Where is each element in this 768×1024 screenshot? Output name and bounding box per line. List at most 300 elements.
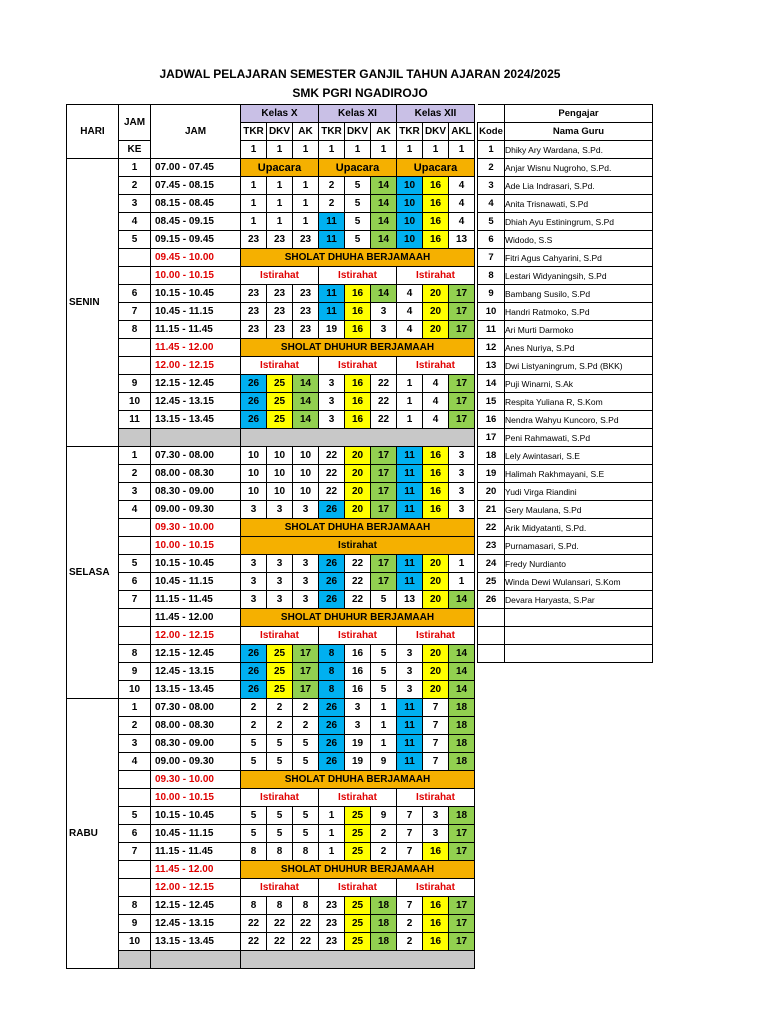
page-subtitle: SMK PGRI NGADIROJO	[292, 86, 428, 100]
schedule-cell: 3	[267, 501, 293, 519]
day-label: SELASA	[67, 447, 119, 699]
schedule-cell: 11	[397, 753, 423, 771]
header-jurusan: AK	[371, 123, 397, 141]
schedule-cell: 25	[267, 681, 293, 699]
teacher-row	[478, 267, 653, 285]
schedule-cell: 16	[423, 195, 449, 213]
schedule-cell: 5	[293, 753, 319, 771]
schedule-cell: 3	[449, 447, 475, 465]
teacher-name: Anjar Wisnu Nugroho, S.Pd.	[505, 159, 653, 177]
period-time: 13.15 - 13.45	[151, 933, 241, 951]
schedule-cell: Upacara	[319, 159, 397, 177]
schedule-cell: 1	[267, 195, 293, 213]
period-time: 12.45 - 13.15	[151, 915, 241, 933]
teacher-name: Fredy Nurdianto	[505, 555, 653, 573]
teacher-name: Halimah Rakhmayani, S.E	[505, 465, 653, 483]
teacher-code: 11	[478, 321, 505, 339]
schedule-cell: 18	[449, 753, 475, 771]
header-jurusan: DKV	[267, 123, 293, 141]
schedule-row	[67, 501, 475, 519]
teacher-name	[505, 609, 653, 627]
schedule-cell: 5	[371, 591, 397, 609]
schedule-cell: 7	[397, 807, 423, 825]
teacher-name: Arik Midyatanti, S.Pd.	[505, 519, 653, 537]
period-number: 2	[119, 717, 151, 735]
teacher-name: Winda Dewi Wulansari, S.Kom	[505, 573, 653, 591]
break-label: Istirahat	[241, 627, 319, 645]
schedule-cell: 5	[345, 195, 371, 213]
period-time: 12.15 - 12.45	[151, 645, 241, 663]
schedule-cell: 7	[397, 843, 423, 861]
period-number: 5	[119, 231, 151, 249]
schedule-cell: 23	[267, 303, 293, 321]
period-time: 08.30 - 09.00	[151, 735, 241, 753]
teacher-code: 2	[478, 159, 505, 177]
period-time: 10.00 - 10.15	[151, 267, 241, 285]
schedule-cell: 11	[397, 717, 423, 735]
schedule-cell: 5	[241, 825, 267, 843]
schedule-cell: 22	[371, 411, 397, 429]
teacher-row-empty	[478, 627, 653, 645]
schedule-row	[67, 843, 475, 861]
period-number: 4	[119, 753, 151, 771]
schedule-row	[67, 177, 475, 195]
schedule-cell: 25	[345, 825, 371, 843]
teacher-row	[478, 519, 653, 537]
header-jurusan: TKR	[397, 123, 423, 141]
schedule-cell: 16	[345, 321, 371, 339]
schedule-cell: 26	[241, 645, 267, 663]
period-time: 09.30 - 10.00	[151, 519, 241, 537]
teacher-name: Dhiky Ary Wardana, S.Pd.	[505, 141, 653, 159]
schedule-row	[67, 645, 475, 663]
teacher-name: Peni Rahmawati, S.Pd	[505, 429, 653, 447]
schedule-cell: 1	[241, 213, 267, 231]
teacher-row	[478, 429, 653, 447]
teacher-row	[478, 591, 653, 609]
header-hari: HARI	[67, 105, 119, 159]
teacher-name: Devara Haryasta, S.Par	[505, 591, 653, 609]
period-number: 8	[119, 645, 151, 663]
period-number	[119, 627, 151, 645]
schedule-cell: 11	[397, 735, 423, 753]
schedule-cell: 25	[345, 897, 371, 915]
schedule-cell: 3	[319, 375, 345, 393]
schedule-row	[67, 609, 475, 627]
teacher-row	[478, 177, 653, 195]
empty-cell	[119, 951, 151, 969]
schedule-cell: 1	[449, 573, 475, 591]
schedule-cell: 23	[319, 915, 345, 933]
teacher-row-empty	[478, 645, 653, 663]
schedule-cell: 9	[371, 807, 397, 825]
schedule-cell: 25	[345, 933, 371, 951]
schedule-cell: 3	[371, 303, 397, 321]
schedule-cell: 17	[449, 897, 475, 915]
period-time: 10.15 - 10.45	[151, 285, 241, 303]
period-time: 08.45 - 09.15	[151, 213, 241, 231]
header-jurusan: AKL	[449, 123, 475, 141]
schedule-cell: 26	[241, 375, 267, 393]
teacher-name	[505, 627, 653, 645]
period-number: 4	[119, 213, 151, 231]
schedule-cell: 23	[241, 321, 267, 339]
teacher-row	[478, 375, 653, 393]
teacher-code: 15	[478, 393, 505, 411]
schedule-cell: 11	[319, 231, 345, 249]
schedule-cell: 11	[319, 213, 345, 231]
schedule-cell: 25	[267, 411, 293, 429]
schedule-cell: 1	[267, 177, 293, 195]
header-rombel: 1	[293, 141, 319, 159]
schedule-cell: 8	[319, 645, 345, 663]
schedule-cell: 10	[397, 213, 423, 231]
period-number: 6	[119, 573, 151, 591]
schedule-cell: 5	[345, 231, 371, 249]
schedule-row	[67, 249, 475, 267]
period-time: 12.45 - 13.15	[151, 663, 241, 681]
break-label: Istirahat	[319, 357, 397, 375]
header-rombel: 1	[397, 141, 423, 159]
schedule-cell: 4	[397, 285, 423, 303]
period-time: 11.15 - 11.45	[151, 843, 241, 861]
schedule-cell: 16	[345, 285, 371, 303]
period-number: 7	[119, 303, 151, 321]
teacher-code: 4	[478, 195, 505, 213]
schedule-cell: 17	[371, 555, 397, 573]
header-kelas-x: Kelas X	[241, 105, 319, 123]
period-number: 11	[119, 411, 151, 429]
teacher-name: Yudi Virga Riandini	[505, 483, 653, 501]
schedule-cell: 3	[293, 501, 319, 519]
schedule-cell: 14	[449, 681, 475, 699]
schedule-cell: 16	[345, 681, 371, 699]
schedule-row	[67, 573, 475, 591]
schedule-cell: 22	[371, 393, 397, 411]
teacher-row	[478, 393, 653, 411]
schedule-cell: 3	[397, 645, 423, 663]
header-jurusan: DKV	[423, 123, 449, 141]
schedule-cell: 5	[371, 663, 397, 681]
schedule-cell: 18	[449, 699, 475, 717]
schedule-cell: 23	[293, 285, 319, 303]
break-banner: SHOLAT DHUHUR BERJAMAAH	[241, 609, 475, 627]
break-banner: SHOLAT DHUHA BERJAMAAH	[241, 771, 475, 789]
teacher-name	[505, 645, 653, 663]
schedule-cell: 18	[371, 915, 397, 933]
schedule-row	[67, 717, 475, 735]
schedule-cell: 1	[319, 825, 345, 843]
teacher-code: 16	[478, 411, 505, 429]
schedule-cell: 16	[345, 393, 371, 411]
schedule-cell: 1	[241, 195, 267, 213]
schedule-row	[67, 807, 475, 825]
schedule-cell: 11	[397, 447, 423, 465]
schedule-cell: 2	[293, 699, 319, 717]
schedule-cell: 17	[371, 447, 397, 465]
schedule-cell: 22	[267, 933, 293, 951]
schedule-row	[67, 519, 475, 537]
schedule-cell: 5	[371, 645, 397, 663]
period-time: 13.15 - 13.45	[151, 411, 241, 429]
period-number: 3	[119, 483, 151, 501]
schedule-cell: 14	[371, 213, 397, 231]
schedule-cell: 8	[267, 843, 293, 861]
teacher-name: Gery Maulana, S.Pd	[505, 501, 653, 519]
break-banner: SHOLAT DHUHA BERJAMAAH	[241, 249, 475, 267]
period-number	[119, 339, 151, 357]
teacher-row-empty	[478, 609, 653, 627]
schedule-cell: 7	[397, 897, 423, 915]
schedule-cell: 2	[319, 195, 345, 213]
teacher-name: Anita Trisnawati, S.Pd	[505, 195, 653, 213]
schedule-cell: 17	[449, 933, 475, 951]
schedule-row	[67, 933, 475, 951]
schedule-cell: 18	[449, 735, 475, 753]
header-rombel: 1	[449, 141, 475, 159]
teacher-row	[478, 213, 653, 231]
schedule-cell: 18	[449, 717, 475, 735]
schedule-cell: 7	[423, 699, 449, 717]
schedule-cell: 16	[423, 231, 449, 249]
schedule-cell: 20	[423, 573, 449, 591]
teacher-name: Ari Murti Darmoko	[505, 321, 653, 339]
break-label: Istirahat	[397, 357, 475, 375]
teacher-name: Ade Lia Indrasari, S.Pd.	[505, 177, 653, 195]
schedule-cell: 3	[423, 807, 449, 825]
schedule-cell: 4	[449, 195, 475, 213]
period-time: 11.45 - 12.00	[151, 861, 241, 879]
schedule-cell: 3	[423, 825, 449, 843]
break-label: Istirahat	[241, 789, 319, 807]
schedule-cell: 5	[267, 753, 293, 771]
schedule-cell: 11	[319, 303, 345, 321]
period-time: 12.00 - 12.15	[151, 357, 241, 375]
schedule-cell: 11	[397, 699, 423, 717]
period-number: 1	[119, 699, 151, 717]
schedule-cell: 22	[345, 573, 371, 591]
schedule-cell: 1	[397, 375, 423, 393]
schedule-cell: 22	[267, 915, 293, 933]
period-number	[119, 267, 151, 285]
header-rombel: 1	[345, 141, 371, 159]
period-time: 10.45 - 11.15	[151, 573, 241, 591]
schedule-cell: 2	[293, 717, 319, 735]
schedule-cell: 20	[423, 663, 449, 681]
schedule-cell: 26	[319, 699, 345, 717]
teacher-row	[478, 339, 653, 357]
teacher-row	[478, 537, 653, 555]
schedule-cell: 3	[267, 591, 293, 609]
schedule-cell: 3	[241, 573, 267, 591]
schedule-cell: 3	[449, 483, 475, 501]
teacher-row	[478, 195, 653, 213]
schedule-row	[67, 483, 475, 501]
schedule-cell: 5	[371, 681, 397, 699]
schedule-cell: 17	[449, 915, 475, 933]
schedule-cell: 9	[371, 753, 397, 771]
schedule-row	[67, 159, 475, 177]
period-time: 12.15 - 12.45	[151, 375, 241, 393]
teacher-name: Fitri Agus Cahyarini, S.Pd	[505, 249, 653, 267]
period-number: 6	[119, 285, 151, 303]
schedule-cell: 22	[319, 465, 345, 483]
schedule-cell: 26	[241, 681, 267, 699]
kode-header: Kode	[478, 123, 505, 141]
schedule-cell: 2	[319, 177, 345, 195]
schedule-cell: 2	[241, 717, 267, 735]
empty-cell	[151, 951, 241, 969]
header-rombel: 1	[319, 141, 345, 159]
period-number: 10	[119, 933, 151, 951]
teacher-code: 6	[478, 231, 505, 249]
period-time: 12.00 - 12.15	[151, 627, 241, 645]
period-number: 10	[119, 681, 151, 699]
schedule-cell: 10	[267, 447, 293, 465]
schedule-cell: 26	[319, 555, 345, 573]
period-number	[119, 771, 151, 789]
period-time: 10.00 - 10.15	[151, 789, 241, 807]
schedule-row	[67, 681, 475, 699]
period-time: 11.15 - 11.45	[151, 591, 241, 609]
period-number	[119, 537, 151, 555]
schedule-cell: 2	[397, 933, 423, 951]
schedule-cell: 5	[345, 213, 371, 231]
period-time: 07.30 - 08.00	[151, 447, 241, 465]
schedule-cell: 3	[241, 555, 267, 573]
period-time: 07.30 - 08.00	[151, 699, 241, 717]
period-number: 1	[119, 447, 151, 465]
period-time: 10.15 - 10.45	[151, 555, 241, 573]
schedule-row	[67, 447, 475, 465]
schedule-cell: 19	[345, 735, 371, 753]
schedule-cell: 23	[319, 897, 345, 915]
empty-cell	[241, 951, 475, 969]
schedule-cell: 16	[345, 303, 371, 321]
break-label: Istirahat	[241, 879, 319, 897]
break-label: Istirahat	[397, 267, 475, 285]
schedule-cell: 20	[423, 645, 449, 663]
break-label: Istirahat	[397, 627, 475, 645]
period-time: 09.45 - 10.00	[151, 249, 241, 267]
schedule-cell: 3	[345, 717, 371, 735]
schedule-cell: 2	[241, 699, 267, 717]
header-jurusan: TKR	[241, 123, 267, 141]
schedule-cell: 11	[397, 465, 423, 483]
schedule-cell: 3	[449, 501, 475, 519]
period-time: 09.00 - 09.30	[151, 501, 241, 519]
period-time: 08.15 - 08.45	[151, 195, 241, 213]
schedule-cell: 23	[241, 231, 267, 249]
schedule-row	[67, 735, 475, 753]
teacher-row	[478, 573, 653, 591]
schedule-cell: 23	[293, 321, 319, 339]
schedule-cell: 16	[423, 843, 449, 861]
schedule-cell: 20	[423, 681, 449, 699]
schedule-cell: 16	[423, 897, 449, 915]
schedule-cell: 4	[449, 213, 475, 231]
header-ke: KE	[119, 141, 151, 159]
schedule-cell: 17	[449, 825, 475, 843]
schedule-row	[67, 213, 475, 231]
schedule-row	[67, 825, 475, 843]
schedule-cell: 23	[319, 933, 345, 951]
schedule-cell: 3	[319, 411, 345, 429]
schedule-cell: 3	[397, 681, 423, 699]
teacher-row	[478, 159, 653, 177]
schedule-cell: 1	[319, 843, 345, 861]
schedule-cell: 3	[241, 501, 267, 519]
schedule-cell: 18	[449, 807, 475, 825]
schedule-cell: 17	[449, 411, 475, 429]
schedule-cell: 16	[345, 645, 371, 663]
schedule-cell: 10	[241, 483, 267, 501]
period-number	[119, 249, 151, 267]
schedule-cell: 10	[397, 231, 423, 249]
header-jurusan: AK	[293, 123, 319, 141]
period-time: 10.45 - 11.15	[151, 825, 241, 843]
schedule-row	[67, 429, 475, 447]
schedule-cell: 20	[423, 303, 449, 321]
period-number	[119, 357, 151, 375]
teacher-code: 20	[478, 483, 505, 501]
schedule-cell: 1	[293, 195, 319, 213]
schedule-cell: 23	[267, 285, 293, 303]
period-number: 2	[119, 177, 151, 195]
period-number: 10	[119, 393, 151, 411]
schedule-cell: 16	[423, 465, 449, 483]
schedule-cell: 8	[293, 843, 319, 861]
day-label: SENIN	[67, 159, 119, 447]
schedule-cell: 23	[267, 321, 293, 339]
schedule-row	[67, 195, 475, 213]
period-time: 09.15 - 09.45	[151, 231, 241, 249]
schedule-cell: 3	[267, 573, 293, 591]
schedule-cell: 17	[371, 465, 397, 483]
period-time: 08.00 - 08.30	[151, 717, 241, 735]
schedule-cell: 17	[371, 483, 397, 501]
period-number: 9	[119, 375, 151, 393]
schedule-cell: 7	[423, 753, 449, 771]
teacher-row	[478, 501, 653, 519]
schedule-cell: 5	[267, 735, 293, 753]
schedule-cell: 26	[319, 573, 345, 591]
period-time: 09.30 - 10.00	[151, 771, 241, 789]
schedule-cell: 10	[293, 465, 319, 483]
schedule-row	[67, 357, 475, 375]
break-banner: Istirahat	[241, 537, 475, 555]
teacher-name: Bambang Susilo, S.Pd	[505, 285, 653, 303]
header-kelas-xi: Kelas XI	[319, 105, 397, 123]
schedule-cell: 11	[397, 483, 423, 501]
schedule-cell: 5	[293, 735, 319, 753]
schedule-cell: 20	[423, 555, 449, 573]
schedule-cell: 19	[319, 321, 345, 339]
period-time: 11.45 - 12.00	[151, 339, 241, 357]
schedule-cell: 10	[293, 447, 319, 465]
day-label: RABU	[67, 699, 119, 969]
schedule-cell: 19	[345, 753, 371, 771]
schedule-cell: 17	[449, 393, 475, 411]
schedule-cell: 5	[241, 753, 267, 771]
period-number: 1	[119, 159, 151, 177]
schedule-cell: 16	[423, 483, 449, 501]
schedule-cell: 20	[423, 591, 449, 609]
schedule-cell: 26	[319, 735, 345, 753]
empty-cell	[151, 429, 241, 447]
schedule-row	[67, 753, 475, 771]
schedule-cell: 22	[345, 555, 371, 573]
